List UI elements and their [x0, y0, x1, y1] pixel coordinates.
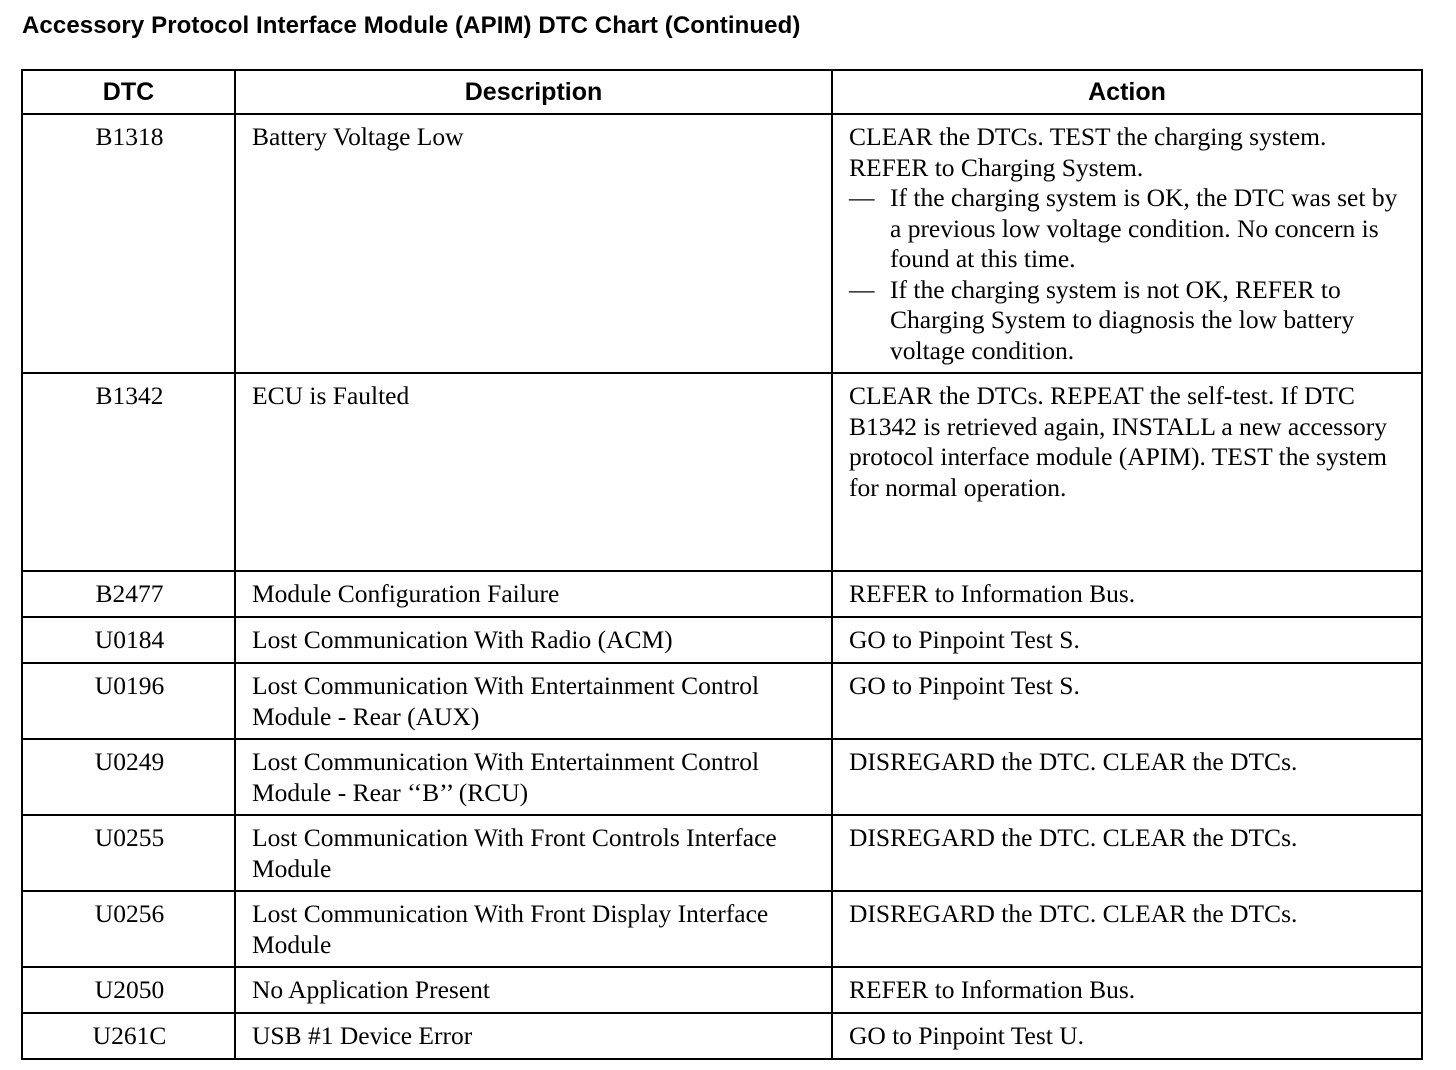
dtc-action: GO to Pinpoint Test U. — [832, 1013, 1422, 1059]
dtc-description: Lost Communication With Radio (ACM) — [235, 617, 832, 663]
column-header-action: Action — [832, 70, 1422, 114]
dtc-table — [21, 69, 1423, 1060]
dtc-action: DISREGARD the DTC. CLEAR the DTCs. — [832, 891, 1422, 967]
dtc-description: ECU is Faulted — [235, 373, 832, 571]
table-header-row — [22, 70, 1422, 114]
table-row — [22, 617, 1422, 663]
action-substep — [849, 275, 1407, 367]
table-row — [22, 967, 1422, 1013]
dtc-code: U0196 — [22, 663, 235, 739]
dtc-code: B2477 — [22, 571, 235, 617]
dtc-action: DISREGARD the DTC. CLEAR the DTCs. — [832, 815, 1422, 891]
dtc-code: U0256 — [22, 891, 235, 967]
table-row — [22, 663, 1422, 739]
dtc-description: USB #1 Device Error — [235, 1013, 832, 1059]
action-step: CLEAR the DTCs. TEST the charging system. REFER to Charging System. — [849, 122, 1327, 182]
dtc-action: CLEAR the DTCs. REPEAT the self-test. If DTC B1342 is retrieved again, INSTALL a new accessory protocol interface module (APIM). TEST the system for normal operation. — [832, 373, 1422, 571]
dtc-action: REFER to Information Bus. — [832, 571, 1422, 617]
table-row — [22, 815, 1422, 891]
column-header-dtc: DTC — [22, 70, 235, 114]
dash-bullet: — — [849, 274, 875, 304]
action-substep — [849, 183, 1407, 275]
dtc-description: Lost Communication With Entertainment Control Module - Rear (AUX) — [235, 663, 832, 739]
dtc-action: GO to Pinpoint Test S. — [832, 663, 1422, 739]
dtc-description: Module Configuration Failure — [235, 571, 832, 617]
action-substep-text: If the charging system is not OK, REFER to Charging System to diagnosis the low battery voltage condition. — [890, 274, 1355, 365]
dtc-action: REFER to Information Bus. — [832, 967, 1422, 1013]
column-header-description: Description — [235, 70, 832, 114]
table-row — [22, 571, 1422, 617]
page-title: Accessory Protocol Interface Module (APIM) DTC Chart (Continued) — [22, 12, 801, 39]
dtc-code: U261C — [22, 1013, 235, 1059]
table-row — [22, 114, 1422, 373]
dtc-code: U2050 — [22, 967, 235, 1013]
dtc-description: Lost Communication With Entertainment Control Module - Rear ‘‘B’’ (RCU) — [235, 739, 832, 815]
dtc-code: B1318 — [22, 114, 235, 373]
dtc-description: Lost Communication With Front Controls Interface Module — [235, 815, 832, 891]
dtc-description: No Application Present — [235, 967, 832, 1013]
dtc-code: U0255 — [22, 815, 235, 891]
dtc-code: U0184 — [22, 617, 235, 663]
dtc-action — [832, 114, 1422, 373]
action-substep-text: If the charging system is OK, the DTC was set by a previous low voltage condition. No concern is found at this time. — [890, 183, 1398, 273]
dtc-description: Lost Communication With Front Display Interface Module — [235, 891, 832, 967]
table-row — [22, 891, 1422, 967]
dtc-description: Battery Voltage Low — [235, 114, 832, 373]
dash-bullet: — — [849, 183, 875, 212]
table-row — [22, 373, 1422, 571]
table-row — [22, 739, 1422, 815]
dtc-action: GO to Pinpoint Test S. — [832, 617, 1422, 663]
dtc-code: B1342 — [22, 373, 235, 571]
dtc-code: U0249 — [22, 739, 235, 815]
table-row — [22, 1013, 1422, 1059]
dtc-action: DISREGARD the DTC. CLEAR the DTCs. — [832, 739, 1422, 815]
